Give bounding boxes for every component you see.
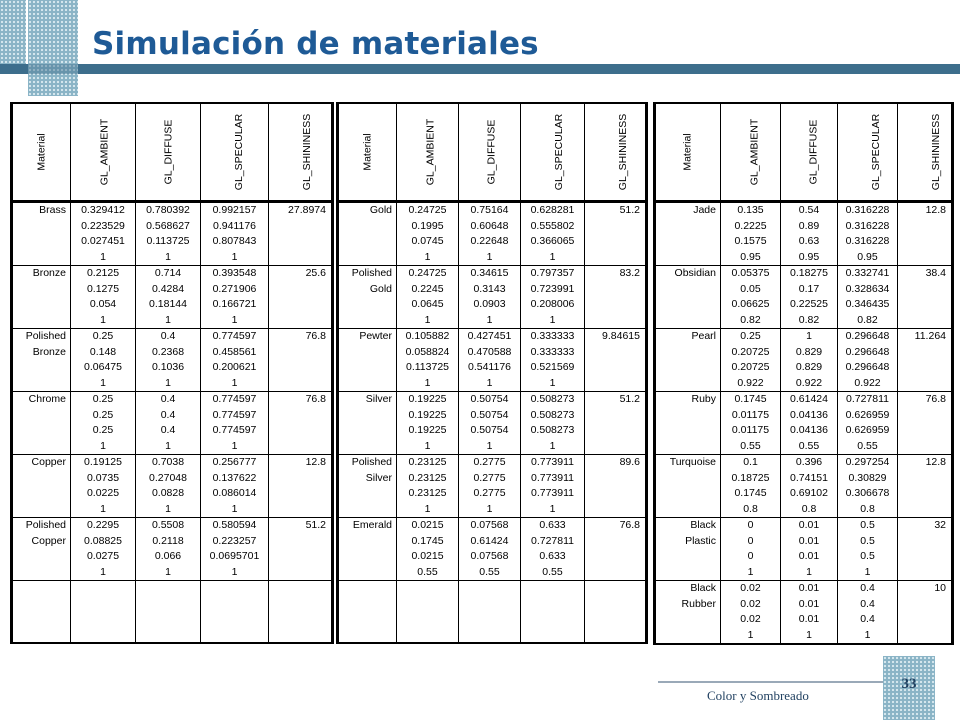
column-header-label: GL_DIFFUSE <box>485 119 498 185</box>
slide-title: Simulación de materiales <box>92 26 539 62</box>
column-header-label: GL_AMBIENT <box>424 118 437 186</box>
table-row <box>655 518 953 581</box>
table-row <box>338 455 647 518</box>
cell-diffuse: 0.396 0.74151 0.69102 0.8 <box>781 455 838 518</box>
column-header-specular <box>521 103 585 202</box>
cell-shininess: 76.8 <box>269 329 333 392</box>
cell-shininess: 10 <box>898 581 953 645</box>
cell-material: Turquoise <box>655 455 721 518</box>
corner-square-top-left <box>0 0 26 64</box>
column-header-label: Material <box>361 133 374 171</box>
footer-text: Color y Sombreado <box>707 688 809 703</box>
cell-material: Polished Silver <box>338 455 397 518</box>
cell-specular: 0.508273 0.508273 0.508273 1 <box>521 392 585 455</box>
table-row <box>655 392 953 455</box>
cell-ambient: 0.19125 0.0735 0.0225 1 <box>71 455 136 518</box>
cell-ambient: 0.329412 0.223529 0.027451 1 <box>71 202 136 266</box>
cell-shininess: 27.8974 <box>269 202 333 266</box>
cell-specular: 0.256777 0.137622 0.086014 1 <box>201 455 269 518</box>
column-header-label: GL_SHININESS <box>930 113 943 191</box>
cell-diffuse: 0.34615 0.3143 0.0903 1 <box>459 266 521 329</box>
column-header-label: Material <box>35 133 48 171</box>
cell-material: Gold <box>338 202 397 266</box>
cell-specular: 0.4 0.4 0.4 1 <box>838 581 898 645</box>
cell-diffuse: 0.4 0.4 0.4 1 <box>136 392 201 455</box>
column-header-label: GL_DIFFUSE <box>807 119 820 185</box>
column-header-label: GL_SHININESS <box>301 113 314 191</box>
cell-diffuse <box>459 581 521 644</box>
cell-material: Copper <box>12 455 71 518</box>
cell-shininess: 51.2 <box>585 392 647 455</box>
cell-diffuse: 0.07568 0.61424 0.07568 0.55 <box>459 518 521 581</box>
cell-diffuse: 0.4 0.2368 0.1036 1 <box>136 329 201 392</box>
column-header-label: GL_AMBIENT <box>98 118 111 186</box>
table-row <box>338 329 647 392</box>
cell-material: Obsidian <box>655 266 721 329</box>
table-row <box>12 581 333 644</box>
table-row <box>655 581 953 645</box>
cell-ambient: 0.05375 0.05 0.06625 0.82 <box>721 266 781 329</box>
table-row <box>655 266 953 329</box>
cell-shininess: 51.2 <box>269 518 333 581</box>
cell-material: Ruby <box>655 392 721 455</box>
cell-shininess: 12.8 <box>898 455 953 518</box>
cell-shininess: 9.84615 <box>585 329 647 392</box>
cell-diffuse: 0.780392 0.568627 0.113725 1 <box>136 202 201 266</box>
table-row <box>338 581 647 644</box>
table-row <box>655 329 953 392</box>
cell-ambient: 0.24725 0.1995 0.0745 1 <box>397 202 459 266</box>
column-header-material <box>12 103 71 202</box>
cell-ambient: 0.25 0.20725 0.20725 0.922 <box>721 329 781 392</box>
table-row <box>12 202 333 266</box>
cell-material: Polished Copper <box>12 518 71 581</box>
cell-material: Black Plastic <box>655 518 721 581</box>
cell-diffuse: 0.714 0.4284 0.18144 1 <box>136 266 201 329</box>
table-header-row <box>12 103 333 202</box>
column-header-ambient <box>397 103 459 202</box>
cell-shininess: 32 <box>898 518 953 581</box>
cell-specular <box>201 581 269 644</box>
cell-shininess: 76.8 <box>269 392 333 455</box>
cell-diffuse: 0.01 0.01 0.01 1 <box>781 581 838 645</box>
cell-diffuse: 0.7038 0.27048 0.0828 1 <box>136 455 201 518</box>
cell-specular <box>521 581 585 644</box>
cell-diffuse: 0.18275 0.17 0.22525 0.82 <box>781 266 838 329</box>
table-header-row <box>655 103 953 202</box>
page-number: 33 <box>901 676 917 692</box>
table-row <box>338 392 647 455</box>
cell-ambient: 0.24725 0.2245 0.0645 1 <box>397 266 459 329</box>
cell-shininess: 89.6 <box>585 455 647 518</box>
cell-ambient: 0 0 0 1 <box>721 518 781 581</box>
header-rule <box>0 64 960 74</box>
cell-ambient: 0.02 0.02 0.02 1 <box>721 581 781 645</box>
cell-specular: 0.727811 0.626959 0.626959 0.55 <box>838 392 898 455</box>
cell-specular: 0.333333 0.333333 0.521569 1 <box>521 329 585 392</box>
cell-diffuse: 0.61424 0.04136 0.04136 0.55 <box>781 392 838 455</box>
cell-specular: 0.797357 0.723991 0.208006 1 <box>521 266 585 329</box>
column-header-diffuse <box>459 103 521 202</box>
cell-shininess: 25.6 <box>269 266 333 329</box>
cell-material: Bronze <box>12 266 71 329</box>
column-header-label: GL_SPECULAR <box>233 113 246 191</box>
column-header-ambient <box>71 103 136 202</box>
cell-material: Polished Gold <box>338 266 397 329</box>
table-row <box>338 266 647 329</box>
cell-material <box>338 581 397 644</box>
cell-ambient: 0.23125 0.23125 0.23125 1 <box>397 455 459 518</box>
column-header-shininess <box>269 103 333 202</box>
cell-ambient: 0.0215 0.1745 0.0215 0.55 <box>397 518 459 581</box>
cell-specular: 0.297254 0.30829 0.306678 0.8 <box>838 455 898 518</box>
cell-specular: 0.580594 0.223257 0.0695701 1 <box>201 518 269 581</box>
cell-ambient <box>71 581 136 644</box>
cell-ambient: 0.25 0.148 0.06475 1 <box>71 329 136 392</box>
cell-ambient: 0.1 0.18725 0.1745 0.8 <box>721 455 781 518</box>
column-header-shininess <box>585 103 647 202</box>
column-header-specular <box>838 103 898 202</box>
cell-diffuse: 0.50754 0.50754 0.50754 1 <box>459 392 521 455</box>
cell-specular: 0.393548 0.271906 0.166721 1 <box>201 266 269 329</box>
cell-ambient: 0.25 0.25 0.25 1 <box>71 392 136 455</box>
cell-diffuse: 0.2775 0.2775 0.2775 1 <box>459 455 521 518</box>
materials-table-2 <box>336 102 648 644</box>
cell-material <box>12 581 71 644</box>
cell-shininess <box>585 581 647 644</box>
cell-material: Brass <box>12 202 71 266</box>
cell-shininess: 12.8 <box>269 455 333 518</box>
column-header-label: Material <box>681 133 694 171</box>
column-header-material <box>655 103 721 202</box>
column-header-ambient <box>721 103 781 202</box>
cell-shininess: 51.2 <box>585 202 647 266</box>
cell-material: Emerald <box>338 518 397 581</box>
materials-table-3 <box>653 102 954 645</box>
cell-specular: 0.316228 0.316228 0.316228 0.95 <box>838 202 898 266</box>
cell-specular: 0.332741 0.328634 0.346435 0.82 <box>838 266 898 329</box>
materials-table-1 <box>10 102 334 644</box>
cell-ambient: 0.105882 0.058824 0.113725 1 <box>397 329 459 392</box>
table-row <box>12 518 333 581</box>
cell-specular: 0.628281 0.555802 0.366065 1 <box>521 202 585 266</box>
cell-shininess: 11.264 <box>898 329 953 392</box>
cell-ambient: 0.2125 0.1275 0.054 1 <box>71 266 136 329</box>
cell-diffuse: 0.01 0.01 0.01 1 <box>781 518 838 581</box>
column-header-label: GL_SPECULAR <box>553 113 566 191</box>
cell-material: Polished Bronze <box>12 329 71 392</box>
column-header-diffuse <box>781 103 838 202</box>
cell-shininess: 83.2 <box>585 266 647 329</box>
footer-rule <box>658 681 883 683</box>
cell-diffuse <box>136 581 201 644</box>
cell-shininess: 12.8 <box>898 202 953 266</box>
cell-diffuse: 0.75164 0.60648 0.22648 1 <box>459 202 521 266</box>
table-row <box>338 518 647 581</box>
cell-diffuse: 0.54 0.89 0.63 0.95 <box>781 202 838 266</box>
cell-specular: 0.773911 0.773911 0.773911 1 <box>521 455 585 518</box>
table-row <box>655 202 953 266</box>
table-row <box>12 455 333 518</box>
cell-shininess: 76.8 <box>585 518 647 581</box>
cell-material: Silver <box>338 392 397 455</box>
cell-material: Pewter <box>338 329 397 392</box>
table-row <box>655 455 953 518</box>
cell-diffuse: 1 0.829 0.829 0.922 <box>781 329 838 392</box>
table-row <box>12 392 333 455</box>
cell-specular: 0.992157 0.941176 0.807843 1 <box>201 202 269 266</box>
column-header-label: GL_DIFFUSE <box>162 119 175 185</box>
column-header-label: GL_AMBIENT <box>748 118 761 186</box>
table-header-row <box>338 103 647 202</box>
cell-ambient: 0.19225 0.19225 0.19225 1 <box>397 392 459 455</box>
cell-material: Black Rubber <box>655 581 721 645</box>
column-header-specular <box>201 103 269 202</box>
column-header-label: GL_SPECULAR <box>870 113 883 191</box>
cell-specular: 0.774597 0.774597 0.774597 1 <box>201 392 269 455</box>
table-row <box>12 266 333 329</box>
corner-square-overlay <box>28 0 78 96</box>
cell-ambient <box>397 581 459 644</box>
cell-specular: 0.774597 0.458561 0.200621 1 <box>201 329 269 392</box>
cell-shininess <box>269 581 333 644</box>
cell-shininess: 76.8 <box>898 392 953 455</box>
cell-ambient: 0.1745 0.01175 0.01175 0.55 <box>721 392 781 455</box>
cell-specular: 0.296648 0.296648 0.296648 0.922 <box>838 329 898 392</box>
column-header-shininess <box>898 103 953 202</box>
cell-material: Pearl <box>655 329 721 392</box>
column-header-material <box>338 103 397 202</box>
cell-diffuse: 0.427451 0.470588 0.541176 1 <box>459 329 521 392</box>
cell-ambient: 0.135 0.2225 0.1575 0.95 <box>721 202 781 266</box>
cell-specular: 0.633 0.727811 0.633 0.55 <box>521 518 585 581</box>
table-row <box>12 329 333 392</box>
cell-material: Chrome <box>12 392 71 455</box>
column-header-diffuse <box>136 103 201 202</box>
table-row <box>338 202 647 266</box>
cell-ambient: 0.2295 0.08825 0.0275 1 <box>71 518 136 581</box>
cell-diffuse: 0.5508 0.2118 0.066 1 <box>136 518 201 581</box>
cell-specular: 0.5 0.5 0.5 1 <box>838 518 898 581</box>
cell-material: Jade <box>655 202 721 266</box>
cell-shininess: 38.4 <box>898 266 953 329</box>
column-header-label: GL_SHININESS <box>617 113 630 191</box>
